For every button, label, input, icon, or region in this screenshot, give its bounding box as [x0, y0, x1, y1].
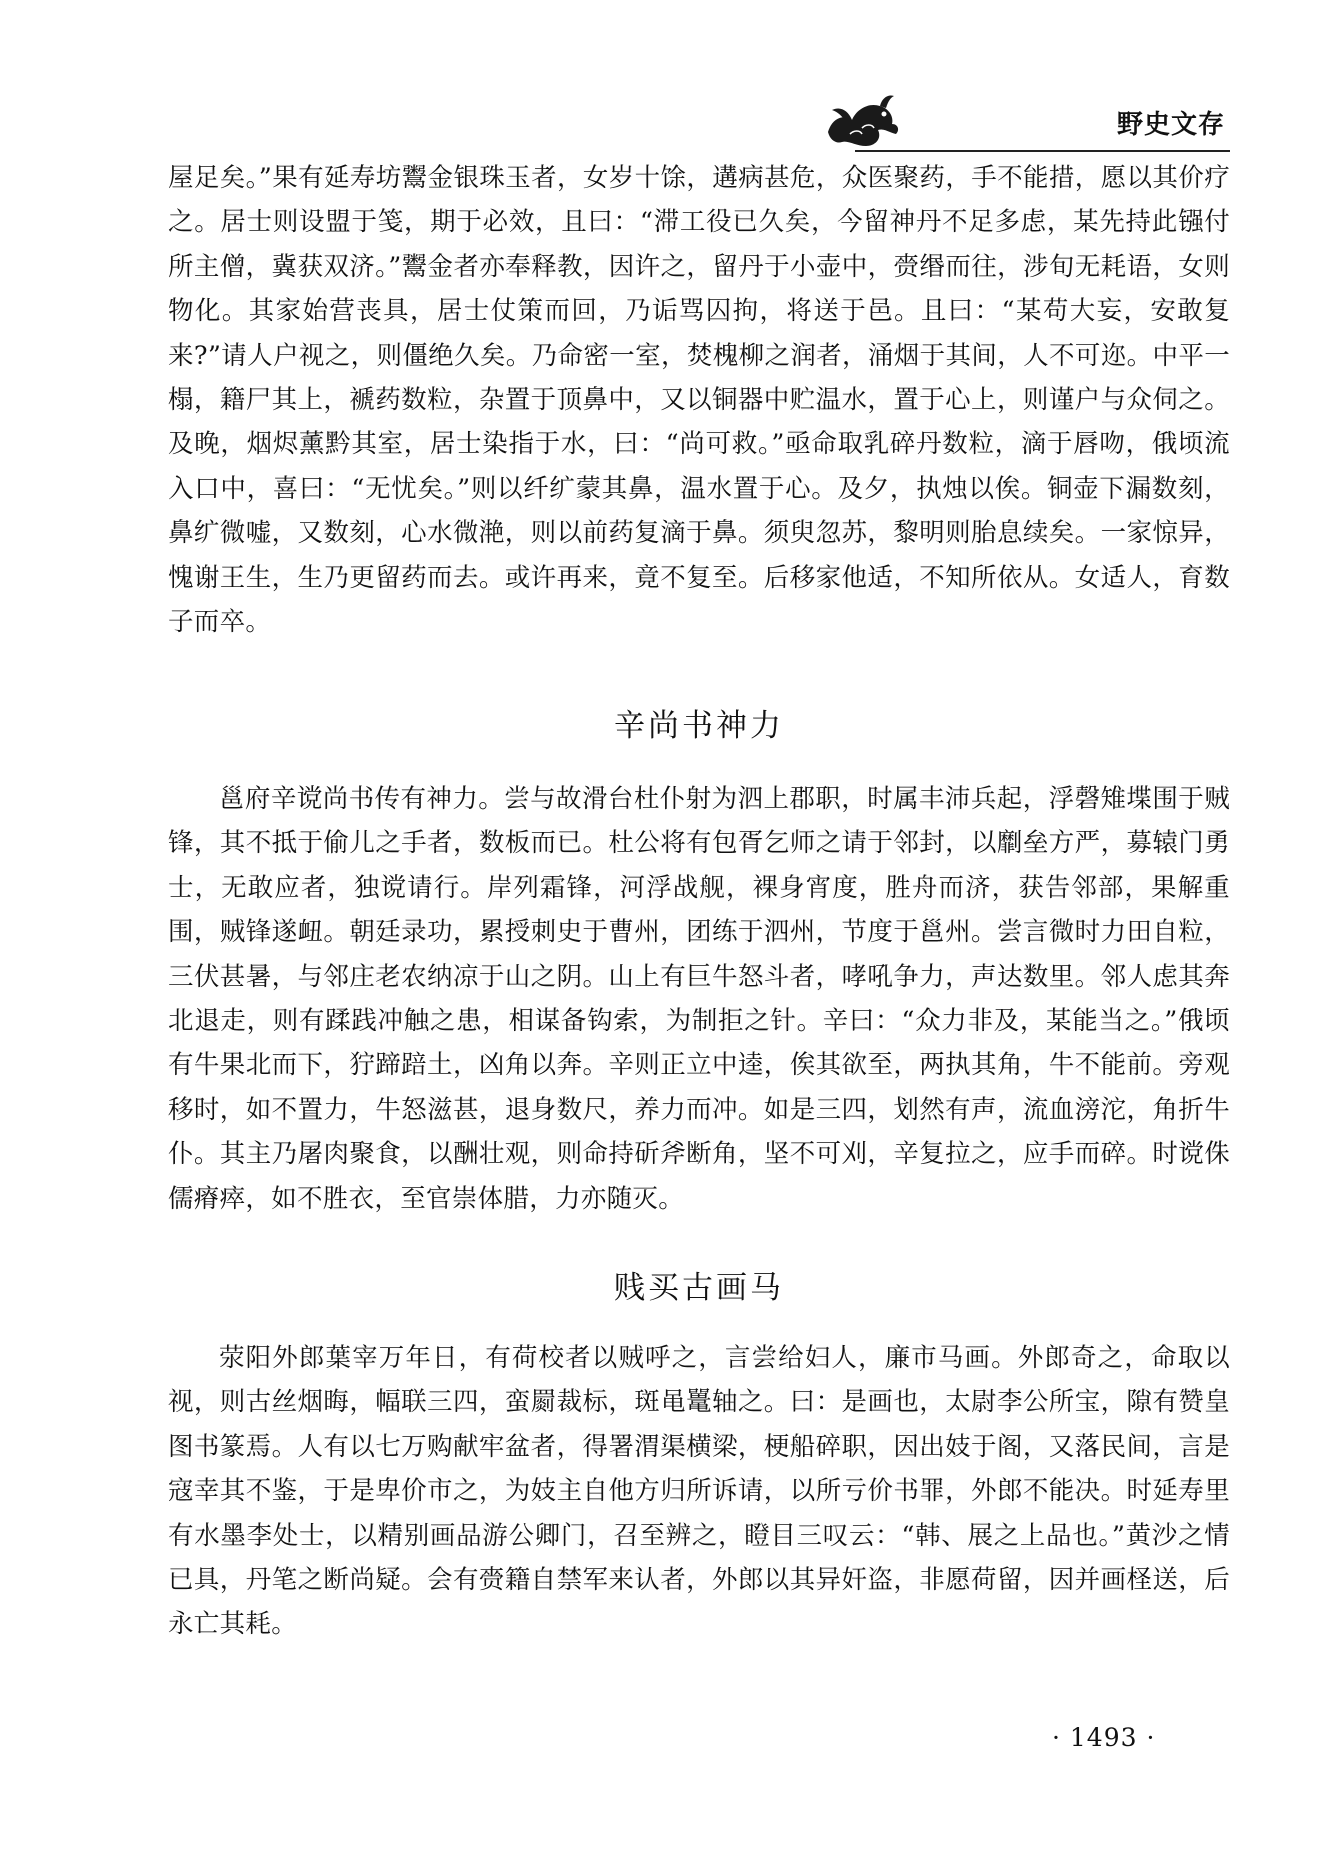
section-heading: 贱买古画马 [614, 1270, 784, 1306]
section-body [168, 1336, 1230, 1647]
section-continuation [168, 156, 1230, 644]
paragraph: 荥阳外郎葉宰万年日，有荷校者以贼呼之，言尝给妇人，廉市马画。外郎奇之，命取以视，则古丝烟晦，幅联三四，蛮罽裁标，斑黾鼍轴之。曰：是画也，太尉李公所宝，隙有赞皇图书篆焉。人有以七万购献牢盆者，得署渭渠横梁，梗船碎职，因出妓于阁，又落民间，言是寇幸其不鉴，于是卑价市之，为妓主自他方归所诉请，以所亏价书罪，外郎不能决。时延寿里有水墨李处士，以精别画品游公卿门，召至辨之，瞪目三叹云：“韩、展之上品也。”黄沙之情已具，丹笔之断尚疑。会有赍籍自禁军来认者，外郎以其异奸盗，非愿荷留，因并画柽送，后永亡其耗。 [168, 1343, 1230, 1640]
header-rule [855, 150, 1230, 152]
paragraph: 屋足矣。”果有延寿坊鬻金银珠玉者，女岁十馀，遘病甚危，众医聚药，手不能措，愿以其价疗之。居士则设盟于笺，期于必效，且曰：“滞工役已久矣，今留神丹不足多虑，某先持此镪付所主僧，冀获双济。”鬻金者亦奉释教，因许之，留丹于小壶中，赍缗而往，涉旬无耗语，女则物化。其家始营丧具，居士仗策而回，乃诟骂囚拘，将送于邑。且曰：“某苟大妄，安敢复来?”请人户视之，则僵绝久矣。乃命密一室，焚槐柳之润者，涌烟于其间，人不可迩。中平一榻，籍尸其上，褫药数粒，杂置于顶鼻中，又以铜器中贮温水，置于心上，则谨户与众伺之。及晚，烟烬薰黔其室，居士染指于水，曰：“尚可救。”亟命取乳碎丹数粒，滴于唇吻，俄顷流入口中，喜曰：“无忧矣。”则以纤纩蒙其鼻，温水置于心。及夕，执烛以俟。铜壶下漏数刻，鼻纩微嘘，又数刻，心水微滟，则以前药复滴于鼻。须臾忽苏，黎明则胎息续矣。一家惊异，愧谢王生，生乃更留药而去。或许再来，竟不复至。后移家他适，不知所依从。女适人，育数子而卒。 [168, 163, 1230, 638]
dragon-emblem-icon [822, 88, 900, 150]
page-header [0, 0, 1322, 160]
running-header-title: 野史文存 [1117, 110, 1226, 140]
page-number: · 1493 · [1052, 1723, 1156, 1752]
paragraph: 邕府辛谠尚书传有神力。尝与故滑台杜仆射为泗上郡职，时属丰沛兵起，浮磬雉堞围于贼锋，其不抵于偷儿之手者，数板而已。杜公将有包胥乞师之请于邻封，以劘垒方严，募辕门勇士，无敢应者，独谠请行。岸列霜锋，河浮战舰，裸身宵度，胜舟而济，获告邻部，果解重围，贼锋遂衄。朝廷录功，累授刺史于曹州，团练于泗州，节度于邕州。尝言微时力田自粒，三伏甚暑，与邻庄老农纳凉于山之阴。山上有巨牛怒斗者，哮吼争力，声达数里。邻人虑其奔北退走，则有蹂践冲触之患，相谋备钩索，为制拒之针。辛曰：“众力非及，某能当之。”俄顷有牛果北而下，狞蹄踣土，凶角以奔。辛则正立中逵，俟其欲至，两执其角，牛不能前。旁观移时，如不置力，牛怒滋甚，退身数尺，养力而冲。如是三四，划然有声，流血滂沱，角折牛仆。其主乃屠肉聚食，以酬壮观，则命持斫斧断角，坚不可刈，辛复拉之，应手而碎。时谠侏儒瘠瘁，如不胜衣，至官崇体腊，力亦随灭。 [168, 784, 1230, 1214]
section-heading: 辛尚书神力 [614, 708, 784, 744]
section-body [168, 777, 1230, 1221]
